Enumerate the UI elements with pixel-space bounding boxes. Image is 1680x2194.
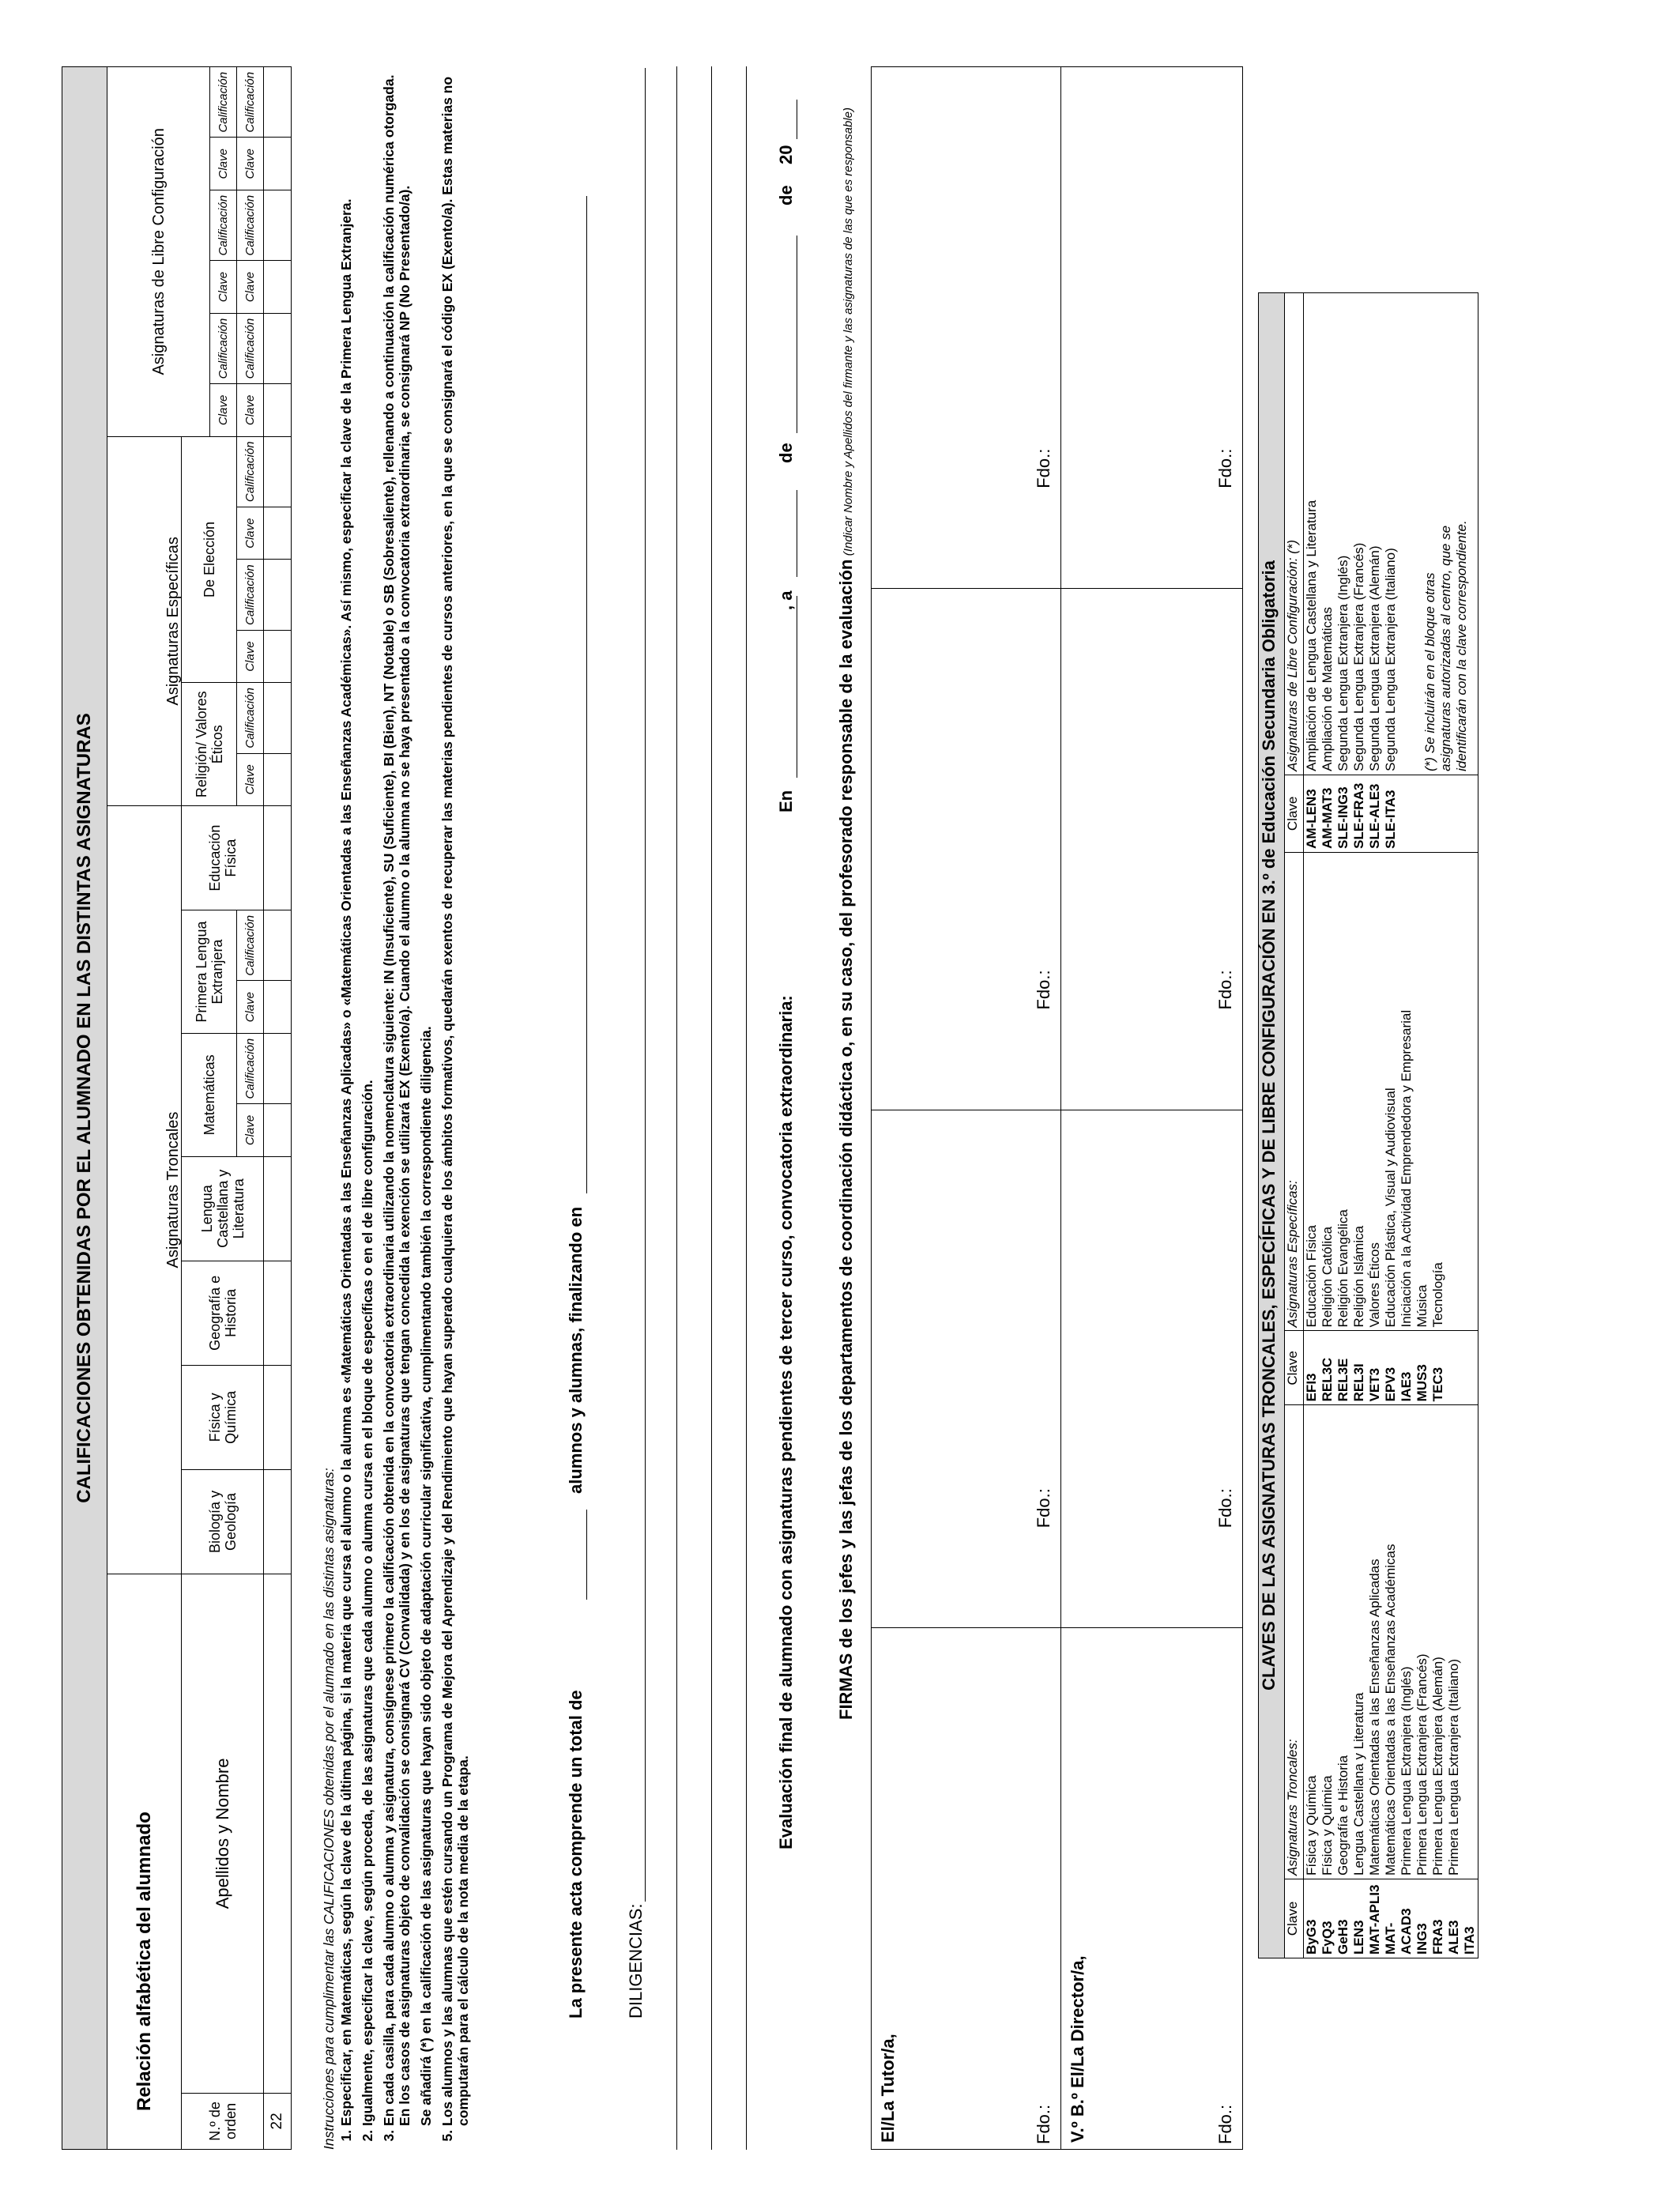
- especificas-header: Asignaturas Específicas: [107, 436, 182, 805]
- total-prefix: La presente acta comprende un total de: [566, 1690, 586, 2019]
- roster-label: Relación alfabética del alumnado: [107, 1574, 182, 2149]
- evaluation-en: En: [776, 790, 796, 812]
- grades-title: CALIFICACIONES OBTENIDAS POR EL ALUMNADO EN LAS DISTINTAS ASIGNATURAS: [62, 67, 107, 2150]
- clave-header: Clave: [210, 138, 237, 190]
- keys-title: CLAVES DE LAS ASIGNATURAS TRONCALES, ESPECÍFICAS Y DE LIBRE CONFIGURACIÓN EN 3.º de Educación Secundaria Obligatoria: [1259, 293, 1285, 1958]
- fdo-label: Fdo.:: [1215, 1488, 1235, 1529]
- clave-header: Clave: [237, 261, 264, 314]
- list-item: AM-LEN3: [1304, 789, 1319, 849]
- list-item: SLE-FRA3: [1351, 782, 1366, 849]
- instruction-item: 3. En cada casilla, para cada alumno o alumna y asignatura, consígnese primero la calificación obtenida en la convocatoria extraordinaria utilizando la nomenclatura siguiente: IN (Insuficiente), SU (Suficiente), BI (Bien), NT (Notable) o SB (Sobresaliente), rellenando a continuación la calificación numérica otorgada. En los casos de asignaturas objeto de convalidación se consignará CV (Convalidada) y en los de asignaturas que tengan concedida la exención se utilizará EX (Exento/a). Cuando el alumno o la alumna no se haya presentado a la convocatoria extraordinaria, se consignará NP (No Presentado/a).: [381, 66, 412, 2126]
- fdo-label: Fdo.:: [1215, 448, 1235, 488]
- libre-codes: [1304, 775, 1478, 852]
- clave-header: Clave: [237, 384, 264, 437]
- list-item: IAE3: [1399, 1371, 1414, 1402]
- fdo-label: Fdo.:: [1034, 1488, 1053, 1529]
- subject-biologia: Biología y Geología: [182, 1469, 264, 1574]
- list-item: LEN3: [1351, 1920, 1366, 1955]
- list-item: Primera Lengua Extranjera (Alemán): [1430, 1657, 1445, 1876]
- keys-troncales-header: Asignaturas Troncales:: [1285, 1405, 1304, 1879]
- keys-clave-header: Clave: [1285, 1331, 1304, 1405]
- instruction-item: 1. Especificar, en Matemáticas, según la clave de la última página, si la materia que cursa el alumno o la alumna es «Matemáticas Orientadas a las Enseñanzas Aplicadas» o «Matemáticas Orientadas a las Enseñanzas Académicas». Así mismo, especificar la clave de la Primera Lengua Extranjera.: [338, 66, 354, 2126]
- calificacion-header: Calificación: [237, 1033, 264, 1103]
- clave-header: Clave: [237, 1104, 264, 1157]
- keys-clave-header: Clave: [1285, 1879, 1304, 1958]
- evaluation-de2: de: [776, 185, 796, 205]
- grades-table: [62, 66, 292, 2150]
- calificacion-header: Calificación: [210, 313, 237, 383]
- list-item: VET3: [1367, 1367, 1382, 1402]
- clave-header: Clave: [237, 138, 264, 190]
- row-number: 22: [264, 2093, 292, 2149]
- list-item: Educación Plástica, Visual y Audiovisual: [1383, 1088, 1398, 1328]
- list-item: Segunda Lengua Extranjera (Italiano): [1383, 548, 1398, 771]
- list-item: MAT-ACAD3: [1383, 1908, 1414, 1955]
- name-label: Apellidos y Nombre: [182, 1574, 264, 2093]
- calificacion-header: Calificación: [237, 190, 264, 261]
- signature-box[interactable]: [1061, 588, 1243, 1110]
- list-item: EPV3: [1383, 1367, 1398, 1402]
- list-item: ING3: [1414, 1923, 1430, 1955]
- list-item: SLE-ALE3: [1367, 783, 1382, 849]
- signature-box[interactable]: [1061, 1110, 1243, 1628]
- clave-header: Clave: [237, 981, 264, 1034]
- list-item: EFI3: [1304, 1373, 1319, 1402]
- calificacion-header: Calificación: [237, 910, 264, 981]
- subject-geografia: Geografía e Historia: [182, 1261, 264, 1365]
- subject-religion: Religión/ Valores Éticos: [182, 683, 237, 806]
- list-item: GeH3: [1335, 1919, 1350, 1955]
- instruction-item: 2. Igualmente, especificar la clave, según proceda, de las asignaturas que cada alumno o alumna cursa en el bloque de específicas o en el de libre configuración.: [360, 66, 375, 2126]
- diligencias-line[interactable]: [746, 66, 747, 2150]
- list-item: FRA3: [1430, 1919, 1445, 1955]
- evaluation-a: , a: [776, 590, 796, 610]
- keys-clave-header: Clave: [1285, 775, 1304, 852]
- calificacion-header: Calificación: [237, 67, 264, 138]
- calificacion-header: Calificación: [237, 560, 264, 630]
- libre-header: Asignaturas de Libre Configuración: [107, 67, 210, 437]
- list-item: ByG3: [1304, 1919, 1319, 1955]
- signature-box[interactable]: [872, 588, 1061, 1110]
- fdo-label: Fdo.:: [1215, 970, 1235, 1010]
- list-item: Primera Lengua Extranjera (Italiano): [1446, 1659, 1461, 1876]
- signature-table: [871, 66, 1243, 2150]
- calificacion-header: Calificación: [210, 190, 237, 261]
- list-item: Religión Islámica: [1351, 1225, 1366, 1328]
- signature-box[interactable]: [1061, 67, 1243, 589]
- list-item: Educación Física: [1304, 1224, 1319, 1328]
- instruction-item: Se añadirá (*) en la calificación de las asignaturas que hayan sido objeto de adaptación curricular significativa, cumplimentando también la correspondiente diligencia.: [418, 1026, 434, 2126]
- list-item: Segunda Lengua Extranjera (Francés): [1351, 542, 1366, 771]
- list-item: MUS3: [1414, 1364, 1430, 1402]
- evaluation-year: 20: [776, 145, 796, 164]
- list-item: AM-MAT3: [1320, 787, 1335, 849]
- list-item: Iniciación a la Actividad Emprendedora y Empresarial: [1399, 1009, 1414, 1328]
- list-item: Lengua Castellana y Literatura: [1351, 1692, 1366, 1876]
- clave-header: Clave: [237, 753, 264, 806]
- list-item: Ampliación de Lengua Castellana y Literatura: [1304, 499, 1319, 771]
- order-label: N.º de orden: [182, 2093, 264, 2149]
- especificas-codes: [1304, 1331, 1478, 1405]
- diligencias-line[interactable]: [676, 66, 677, 2150]
- list-item: SLE-ITA3: [1383, 790, 1398, 849]
- instruction-item: 5. Los alumnos y las alumnas que estén cursando un Programa de Mejora del Aprendizaje y del Rendimiento que hayan superado cualquiera de los ámbitos formativos, quedarán exentos de recuperar las materias pendientes de cursos anteriores, en la que se consignará el código EX (Exento/a). Estas materias no computarán para el cálculo de la nota media de la etapa.: [439, 66, 471, 2126]
- list-item: REL3C: [1320, 1357, 1335, 1402]
- list-item: Segunda Lengua Extranjera (Inglés): [1335, 555, 1350, 771]
- calificacion-header: Calificación: [210, 67, 237, 138]
- list-item: Tecnología: [1430, 1262, 1445, 1328]
- list-item: REL3I: [1351, 1363, 1366, 1402]
- name-cell[interactable]: [264, 1574, 292, 2093]
- subject-eleccion: De Elección: [182, 436, 237, 683]
- subject-fisica: Física y Química: [182, 1365, 264, 1469]
- list-item: Física y Química: [1304, 1775, 1319, 1876]
- list-item: Matemáticas Orientadas a las Enseñanzas Aplicadas: [1367, 1559, 1382, 1876]
- diligencias-line[interactable]: [711, 66, 712, 2150]
- list-item: ITA3: [1462, 1926, 1477, 1955]
- list-item: Primera Lengua Extranjera (Inglés): [1399, 1666, 1414, 1876]
- list-item: Matemáticas Orientadas a las Enseñanzas Académicas: [1383, 1544, 1398, 1876]
- signature-box[interactable]: [872, 67, 1061, 589]
- list-item: Segunda Lengua Extranjera (Alemán): [1367, 545, 1382, 771]
- director-signature-box[interactable]: [1061, 1628, 1243, 2150]
- evaluation-de1: de: [776, 443, 796, 463]
- diligencias-label: DILIGENCIAS:: [626, 1903, 646, 2019]
- total-count-line[interactable]: [586, 1510, 587, 1600]
- clave-header: Clave: [237, 507, 264, 560]
- tutor-signature-box[interactable]: [872, 1628, 1061, 2150]
- calificacion-header: Calificación: [237, 683, 264, 753]
- total-middle: alumnos y alumnas, finalizando en: [566, 1206, 586, 1494]
- total-end-line[interactable]: [586, 196, 587, 1193]
- clave-header: Clave: [237, 630, 264, 683]
- keys-libre-header: Asignaturas de Libre Configuración: (*): [1285, 293, 1304, 775]
- firmas-heading: [836, 107, 857, 1720]
- list-item: Física y Química: [1320, 1775, 1335, 1876]
- list-item: ALE3: [1446, 1920, 1461, 1955]
- subject-matematicas: Matemáticas: [182, 1033, 237, 1156]
- list-item: FyQ3: [1320, 1921, 1335, 1955]
- evaluation-text: Evaluación final de alumnado con asignaturas pendientes de tercer curso, convocatoria extraordinaria:: [776, 995, 796, 1849]
- instructions: [321, 66, 477, 2150]
- troncales-header: Asignaturas Troncales: [107, 806, 182, 1574]
- keys-footnote: (*) Se incluirán en el bloque otras asignaturas autorizadas al centro, que se identificarán con la clave correspondiente.: [1422, 520, 1469, 771]
- list-item: MAT-APLI3: [1367, 1884, 1382, 1955]
- table-row: [264, 67, 292, 2150]
- libre-names: [1304, 293, 1478, 775]
- subject-educacion-fisica: Educación Física: [182, 806, 264, 910]
- fdo-label: Fdo.:: [1034, 448, 1053, 488]
- subject-primera-lengua: Primera Lengua Extranjera: [182, 910, 237, 1034]
- especificas-names: [1304, 852, 1478, 1331]
- list-item: REL3E: [1335, 1358, 1350, 1402]
- director-label: V.º B.º El/La Director/a,: [1068, 1955, 1087, 2143]
- subject-lengua: Lengua Castellana y Literatura: [182, 1156, 264, 1261]
- clave-header: Clave: [210, 384, 237, 437]
- clave-header: Clave: [210, 261, 237, 314]
- list-item: Ampliación de Matemáticas: [1320, 606, 1335, 771]
- keys-especificas-header: Asignaturas Específicas:: [1285, 852, 1304, 1331]
- firmas-title: FIRMAS de los jefes y las jefas de los departamentos de coordinación didáctica o, en su caso, del profesorado responsable de la evaluación: [836, 559, 856, 1720]
- list-item: Religión Evangélica: [1335, 1209, 1350, 1328]
- calificacion-header: Calificación: [237, 436, 264, 507]
- fdo-label: Fdo.:: [1215, 2104, 1235, 2144]
- tutor-label: El/La Tutor/a,: [878, 2034, 898, 2143]
- fdo-label: Fdo.:: [1034, 970, 1053, 1010]
- fdo-label: Fdo.:: [1034, 2104, 1053, 2144]
- list-item: SLE-ING3: [1335, 786, 1350, 849]
- list-item: Valores Éticos: [1367, 1242, 1382, 1328]
- list-item: Geografía e Historia: [1335, 1755, 1350, 1876]
- signature-box[interactable]: [872, 1110, 1061, 1628]
- calificacion-header: Calificación: [237, 313, 264, 383]
- list-item: Música: [1414, 1284, 1430, 1328]
- firmas-note: (Indicar Nombre y Apellidos del firmante y las asignaturas de las que es responsable): [842, 107, 855, 556]
- list-item: TEC3: [1430, 1367, 1445, 1402]
- list-item: Primera Lengua Extranjera (Francés): [1414, 1653, 1430, 1876]
- troncales-names: [1304, 1405, 1478, 1879]
- instructions-intro: Instrucciones para cumplimentar las CALIFICACIONES obtenidas por el alumnado en las distintas asignaturas:: [321, 1468, 337, 2150]
- list-item: Religión Católica: [1320, 1226, 1335, 1328]
- diligencias-line[interactable]: [645, 68, 646, 1902]
- keys-table: [1258, 292, 1478, 1958]
- troncales-codes: [1304, 1879, 1478, 1958]
